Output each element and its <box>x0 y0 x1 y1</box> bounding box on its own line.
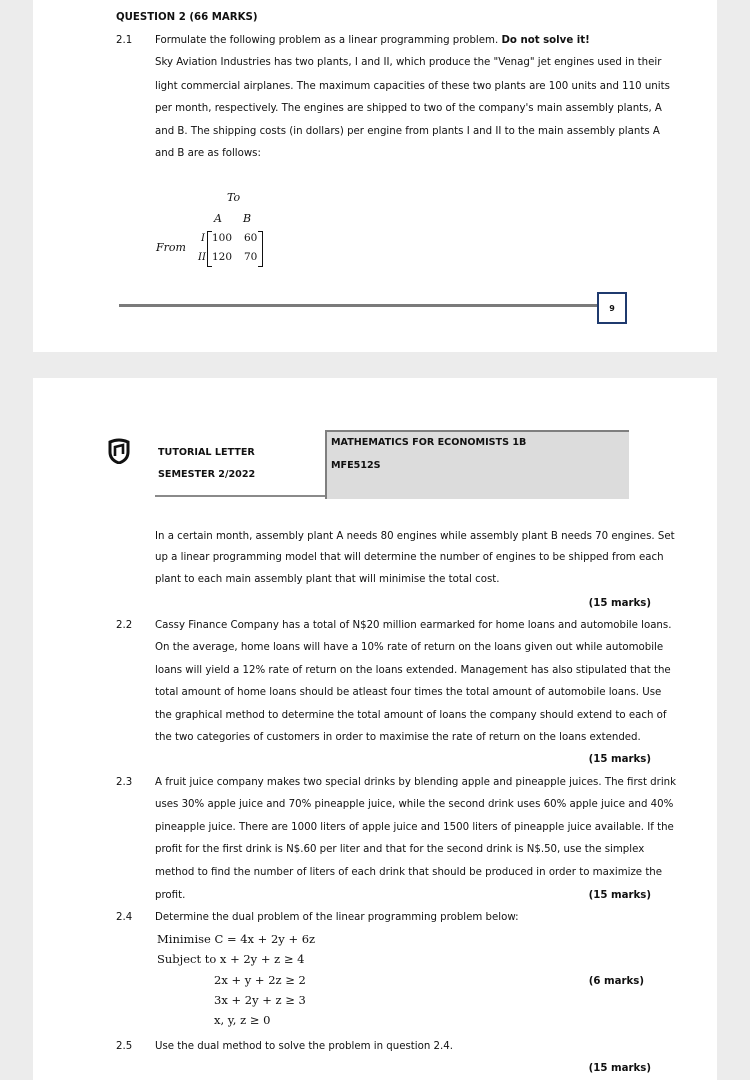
matrix-col-b: B <box>243 212 252 225</box>
matrix-cell: 100 <box>212 232 233 244</box>
page-number: 9 <box>609 303 615 313</box>
q21-cont-line-3: plant to each main assembly plant that will minimise the total cost. <box>155 574 500 585</box>
university-logo <box>107 438 131 464</box>
q22-line-1: Cassy Finance Company has a total of N$20 million earmarked for home loans and automobile loans. <box>155 620 672 631</box>
shipping-cost-matrix <box>150 185 280 270</box>
course-title: MATHEMATICS FOR ECONOMISTS 1B <box>331 437 527 448</box>
q25-number: 2.5 <box>116 1041 133 1052</box>
tutorial-letter-label: TUTORIAL LETTER <box>158 447 255 458</box>
q21-intro <box>155 34 590 47</box>
q24-objective: Minimise C = 4x + 2y + 6z <box>157 932 316 946</box>
matrix-col-a: A <box>214 212 222 225</box>
q21-emphasis: Do not solve it! <box>501 35 590 46</box>
header-left-bottom-rule <box>155 495 326 497</box>
q21-marks: (15 marks) <box>588 598 651 609</box>
q21-line-3: per month, respectively. The engines are shipped to two of the company's main assembly plants, A <box>155 103 662 114</box>
matrix-cell: 70 <box>244 251 258 263</box>
footer-rule <box>119 304 597 307</box>
q21-line-2: light commercial airplanes. The maximum capacities of these two plants are 100 units and 110 units <box>155 81 670 92</box>
matrix-from-label: From <box>156 241 186 254</box>
q24-constraint-1: 2x + y + 2z ≥ 2 <box>214 973 306 987</box>
q22-line-6: the two categories of customers in order to maximise the rate of return on the loans extended. <box>155 732 641 743</box>
q21-cont-line-1: In a certain month, assembly plant A needs 80 engines while assembly plant B needs 70 engines. Set <box>155 531 675 542</box>
question-2-heading: QUESTION 2 (66 MARKS) <box>116 12 258 23</box>
q24-number: 2.4 <box>116 912 133 923</box>
matrix-cell: 120 <box>212 251 233 263</box>
q21-intro-text: Formulate the following problem as a linear programming problem. <box>155 35 499 46</box>
q24-constraint-3: x, y, z ≥ 0 <box>214 1013 271 1027</box>
page-number-box <box>597 292 627 324</box>
q23-line-4: profit for the first drink is N$.60 per liter and that for the second drink is N$.50, use the simplex <box>155 844 645 855</box>
q23-line-6: profit. <box>155 890 186 901</box>
q25-text: Use the dual method to solve the problem in question 2.4. <box>155 1041 453 1052</box>
q21-line-5: and B are as follows: <box>155 148 261 159</box>
matrix-right-bracket <box>258 231 263 267</box>
q23-line-3: pineapple juice. There are 1000 liters of apple juice and 1500 liters of pineapple juice available. If the <box>155 822 674 833</box>
matrix-row-label-2: II <box>198 252 206 263</box>
q24-constraint-2: 3x + 2y + z ≥ 3 <box>214 993 306 1007</box>
q22-marks: (15 marks) <box>588 754 651 765</box>
q22-line-2: On the average, home loans will have a 10% rate of return on the loans given out while automobile <box>155 642 664 653</box>
matrix-to-label: To <box>227 191 241 204</box>
q22-number: 2.2 <box>116 620 133 631</box>
semester-label: SEMESTER 2/2022 <box>158 469 256 480</box>
q22-line-3: loans will yield a 12% rate of return on the loans extended. Management has also stipulated that the <box>155 665 671 676</box>
q22-line-4: total amount of home loans should be atleast four times the total amount of automobile loans. Use <box>155 687 662 698</box>
q23-line-1: A fruit juice company makes two special drinks by blending apple and pineapple juices. The first drink <box>155 777 677 788</box>
q24-text: Determine the dual problem of the linear programming problem below: <box>155 912 519 923</box>
q22-line-5: the graphical method to determine the total amount of loans the company should extend to each of <box>155 710 667 721</box>
matrix-cell: 60 <box>244 232 258 244</box>
q21-cont-line-2: up a linear programming model that will determine the number of engines to be shipped from each <box>155 552 664 563</box>
q23-number: 2.3 <box>116 777 133 788</box>
q21-line-1: Sky Aviation Industries has two plants, I and II, which produce the "Venag" jet engines used in their <box>155 57 662 68</box>
q21-number: 2.1 <box>116 35 133 46</box>
course-code: MFE512S <box>331 460 381 471</box>
matrix-row-label-1: I <box>201 233 205 244</box>
q23-marks: (15 marks) <box>588 890 651 901</box>
q24-marks: (6 marks) <box>588 976 644 987</box>
q24-subject-to: Subject to x + 2y + z ≥ 4 <box>157 952 305 966</box>
q21-line-4: and B. The shipping costs (in dollars) per engine from plants I and II to the main assembly plants A <box>155 126 660 137</box>
q23-line-5: method to find the number of liters of each drink that should be produced in order to maximize the <box>155 867 663 878</box>
q25-marks: (15 marks) <box>588 1063 651 1074</box>
q23-line-2: uses 30% apple juice and 70% pineapple juice, while the second drink uses 60% apple juice and 40% <box>155 799 674 810</box>
